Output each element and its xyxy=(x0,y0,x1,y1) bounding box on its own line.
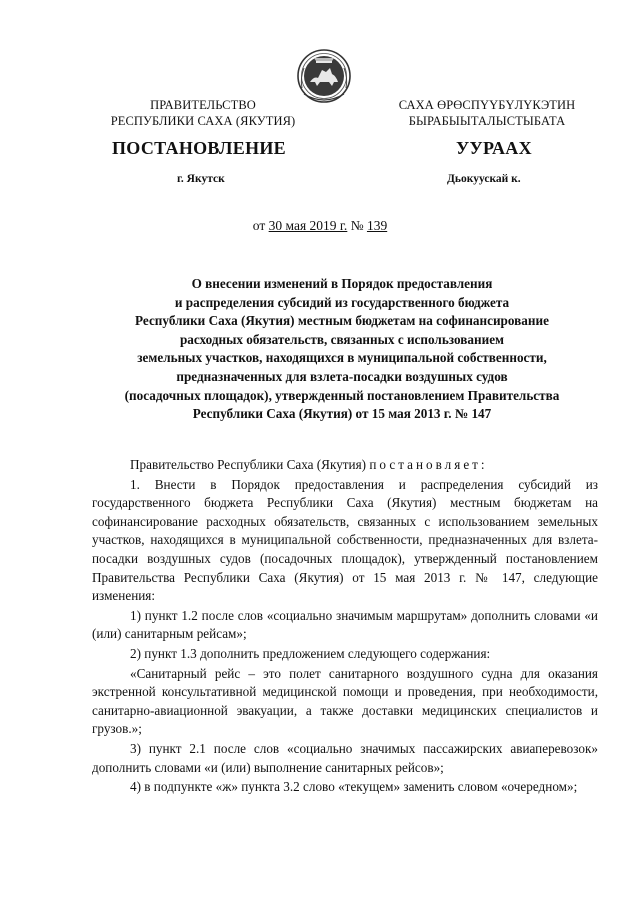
header-right-block xyxy=(372,97,602,129)
body-paragraph-3: 2) пункт 1.3 дополнить предложением следующего содержания: xyxy=(130,645,491,661)
header-left-line1: ПРАВИТЕЛЬСТВО xyxy=(150,98,256,112)
number-sign: № xyxy=(350,218,364,233)
document-title xyxy=(96,275,588,424)
title-line: расходных обязательств, связанных с использованием xyxy=(179,331,505,347)
document-body xyxy=(92,456,598,797)
body-paragraph-1: 1. Внести в Порядок предоставления и распределения субсидий из государственного бюджета Республики Саха (Якутия) местным бюджетам на софинансирование расходных обязательств, связанных с использованием земельных участков, находящихся в муниципальной собственности, предназначенных для взлета-посадки воздушных судов (посадочных площадок), утвержденный постановлением Правительства Республики Саха (Якутия) от 15 мая 2013 г. № 147, следующие изменения: xyxy=(92,476,598,604)
intro-resolves: постановляет: xyxy=(369,457,488,472)
header-left-block xyxy=(98,97,308,129)
body-paragraph-5: 3) пункт 2.1 после слов «социально значимых пассажирских авиаперевозок» дополнить словами «и (или) выполнение санитарных рейсов»; xyxy=(92,740,598,775)
title-line: (посадочных площадок), утвержденный постановлением Правительства xyxy=(124,387,560,403)
title-line: Республики Саха (Якутия) от 15 мая 2013 г. № 147 xyxy=(192,406,492,422)
header-right-line2: БЫРАБЫЫТАЛЫСТЫБАТА xyxy=(408,114,566,128)
header-right-line1: САХА ӨРӨСПҮҮБҮЛҮКЭТИН xyxy=(398,98,576,112)
city-ru: г. Якутск xyxy=(177,173,225,185)
date-number-line xyxy=(0,218,640,234)
document-number: 139 xyxy=(366,218,388,233)
doc-type-ru: ПОСТАНОВЛЕНИЕ xyxy=(112,138,286,158)
title-line: Республики Саха (Якутия) местным бюджетам на софинансирование xyxy=(135,313,549,329)
body-paragraph-2: 1) пункт 1.2 после слов «социально значимым маршрутам» дополнить словами «и (или) санитарным рейсам»; xyxy=(92,607,598,642)
doc-type-sah: УУРААХ xyxy=(456,138,532,158)
intro-paragraph xyxy=(92,456,598,475)
title-line: земельных участков, находящихся в муниципальной собственности, xyxy=(137,350,547,366)
header-left-line2: РЕСПУБЛИКИ САХА (ЯКУТИЯ) xyxy=(110,114,296,128)
document-date: 30 мая 2019 г. xyxy=(268,218,348,233)
title-line: О внесении изменений в Порядок предоставления xyxy=(191,276,493,291)
date-prefix: от xyxy=(252,218,266,233)
title-line: предназначенных для взлета-посадки воздушных судов xyxy=(176,368,508,384)
city-sah: Дьокуускай к. xyxy=(447,173,521,185)
body-paragraph-6: 4) в подпункте «ж» пункта 3.2 слово «текущем» заменить словом «очередном»; xyxy=(130,779,578,795)
intro-lead: Правительство Республики Саха (Якутия) xyxy=(130,457,367,472)
title-line: и распределения субсидий из государственного бюджета xyxy=(174,294,510,310)
body-paragraph-4: «Санитарный рейс – это полет санитарного воздушного судна для оказания экстренной консультативной медицинской помощи и проведения, при необходимости, санитарно-авиационной эвакуации, а также доставки медицинских специалистов и грузов.»; xyxy=(92,665,598,737)
